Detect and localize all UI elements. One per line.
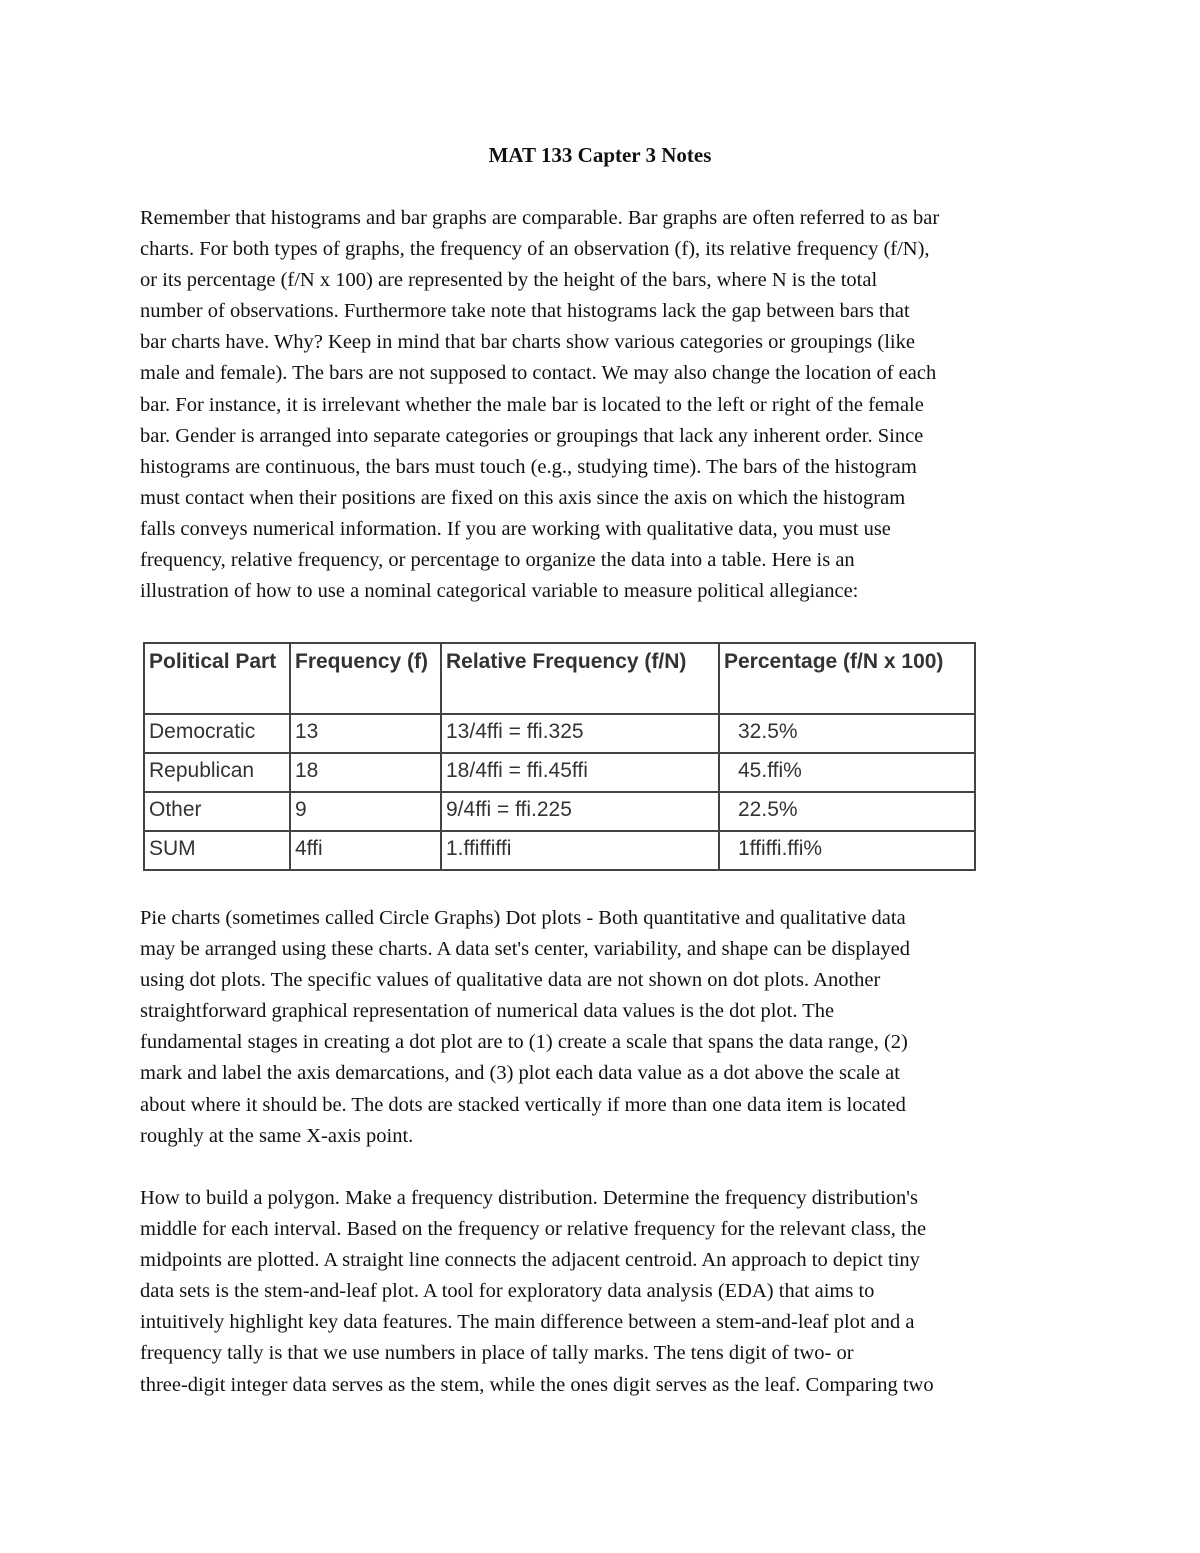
table-row — [144, 792, 975, 831]
paragraph-dot-plots — [140, 903, 1080, 1152]
text-line: data sets is the stem-and-leaf plot. A tool for exploratory data analysis (EDA) that aims to — [140, 1280, 875, 1303]
cell-text: Republican — [149, 759, 255, 782]
cell-text: 13 — [295, 720, 319, 743]
text-line: about where it should be. The dots are stacked vertically if more than one data item is located — [140, 1093, 906, 1116]
text-line: male and female). The bars are not supposed to contact. We may also change the location of each — [140, 362, 937, 385]
page-title: MAT 133 Capter 3 Notes — [488, 143, 712, 167]
text-line: roughly at the same X-axis point. — [140, 1124, 414, 1147]
cell-text: 9 — [295, 798, 307, 821]
header-cell: Relative Frequency (f/N) — [441, 643, 719, 714]
paragraph-histograms — [140, 203, 1080, 607]
table-cell — [290, 753, 441, 792]
cell-text: 18 — [295, 759, 319, 782]
text-line: fundamental stages in creating a dot plot are to (1) create a scale that spans the data range, (2) — [140, 1031, 908, 1054]
text-line: mark and label the axis demarcations, and (3) plot each data value as a dot above the scale at — [140, 1062, 900, 1085]
cell-text: 22.5% — [738, 798, 798, 821]
header-cell: Frequency (f) — [290, 643, 441, 714]
table-cell — [290, 792, 441, 831]
cell-text: 4ffi — [295, 837, 323, 860]
cell-text: 32.5% — [738, 720, 798, 743]
text-line: bar. For instance, it is irrelevant whether the male bar is located to the left or right of the female — [140, 393, 924, 416]
cell-text: Democratic — [149, 720, 256, 743]
cell-text: 13/4ffi = ffi.325 — [446, 720, 584, 743]
text-line: Pie charts (sometimes called Circle Graphs) Dot plots - Both quantitative and qualitative data — [140, 907, 906, 929]
table-cell — [719, 792, 975, 831]
header-cell: Percentage (f/N x 100) — [719, 643, 975, 714]
table-cell — [290, 831, 441, 870]
table-cell — [719, 714, 975, 753]
cell-text: SUM — [149, 837, 196, 860]
header-cell: Political Part — [144, 643, 290, 714]
table-header-row — [144, 643, 975, 714]
text-line: frequency tally is that we use numbers in place of tally marks. The tens digit of two- or — [140, 1342, 854, 1365]
text-line: bar charts have. Why? Keep in mind that bar charts show various categories or groupings (like — [140, 331, 915, 354]
table-cell — [441, 714, 719, 753]
text-line: must contact when their positions are fixed on this axis since the axis on which the histogram — [140, 486, 906, 509]
text-line: straightforward graphical representation of numerical data values is the dot plot. The — [140, 1000, 835, 1023]
table-cell — [144, 714, 290, 753]
text-line: intuitively highlight key data features. The main difference between a stem-and-leaf plot and a — [140, 1311, 915, 1334]
table-cell — [290, 714, 441, 753]
text-line: bar. Gender is arranged into separate categories or groupings that lack any inherent order. Since — [140, 424, 924, 447]
cell-text: 1.ffiffiffi — [446, 837, 512, 860]
table-cell — [719, 831, 975, 870]
table-cell — [144, 792, 290, 831]
text-line: histograms are continuous, the bars must touch (e.g., studying time). The bars of the histogram — [140, 455, 917, 478]
table-row — [144, 753, 975, 792]
text-line: may be arranged using these charts. A data set's center, variability, and shape can be displayed — [140, 938, 911, 961]
table-cell — [144, 753, 290, 792]
text-line: How to build a polygon. Make a frequency distribution. Determine the frequency distribution's — [140, 1187, 918, 1209]
paragraph-polygon — [140, 1183, 1080, 1401]
cell-text: 18/4ffi = ffi.45ffi — [446, 759, 588, 782]
text-line: middle for each interval. Based on the frequency or relative frequency for the relevant class, the — [140, 1218, 927, 1241]
text-line: three-digit integer data serves as the stem, while the ones digit serves as the leaf. Comparing two — [140, 1373, 934, 1396]
table-cell — [441, 792, 719, 831]
text-line: charts. For both types of graphs, the frequency of an observation (f), its relative frequency (f/N), — [140, 238, 930, 261]
text-line: or its percentage (f/N x 100) are represented by the height of the bars, where N is the total — [140, 269, 878, 292]
table-row — [144, 714, 975, 753]
cell-text: 1ffiffi.ffi% — [738, 837, 823, 860]
table-row — [144, 831, 975, 870]
cell-text: 9/4ffi = ffi.225 — [446, 798, 572, 821]
text-line: midpoints are plotted. A straight line connects the adjacent centroid. An approach to depict tiny — [140, 1249, 920, 1272]
cell-text: Other — [149, 798, 202, 821]
text-line: using dot plots. The specific values of qualitative data are not shown on dot plots. Another — [140, 969, 881, 992]
text-line: frequency, relative frequency, or percentage to organize the data into a table. Here is an — [140, 549, 855, 572]
text-line: illustration of how to use a nominal categorical variable to measure political allegiance: — [140, 580, 859, 603]
table-cell — [441, 831, 719, 870]
table-cell — [719, 753, 975, 792]
text-line: Remember that histograms and bar graphs are comparable. Bar graphs are often referred to as bar — [140, 207, 940, 229]
cell-text: 45.ffi% — [738, 759, 802, 782]
text-line: falls conveys numerical information. If you are working with qualitative data, you must use — [140, 517, 891, 540]
table-cell — [144, 831, 290, 870]
text-line: number of observations. Furthermore take note that histograms lack the gap between bars that — [140, 300, 910, 323]
political-party-table — [143, 642, 976, 871]
table-cell — [441, 753, 719, 792]
